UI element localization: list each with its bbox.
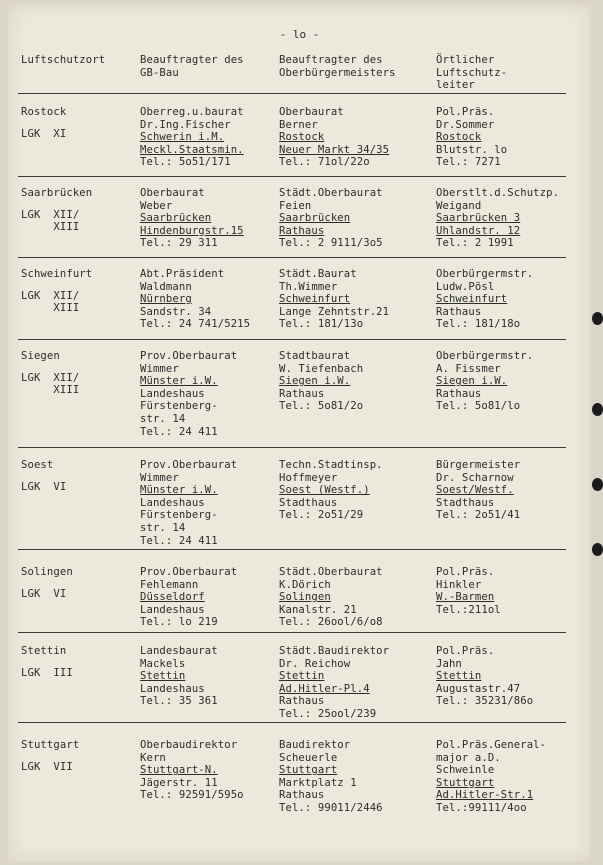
cell-line: Tel.: 2 1991 [436, 237, 514, 250]
punch-hole [592, 478, 603, 491]
cell-line: Pol.Präs. [436, 566, 495, 578]
cell-line: Rathaus [279, 789, 325, 802]
cell-line: Stadthaus [279, 496, 338, 509]
cell-line: Stuttgart-N. [140, 764, 218, 777]
row-air-raid-leader-contact [436, 106, 586, 169]
cell-line: Stettin [140, 670, 186, 683]
cell-line: major a.D. [436, 751, 501, 764]
lgk-designation [21, 761, 139, 774]
cell-line: Landesbaurat [140, 645, 218, 657]
city-name: Schweinfurt [21, 268, 93, 280]
cell-line: Fürstenberg- [140, 400, 218, 413]
row-separator [18, 549, 566, 550]
cell-line: Tel.: 25ool/239 [279, 707, 377, 720]
row-air-raid-leader-contact [436, 739, 586, 815]
cell-line: XIII [21, 302, 80, 315]
city-name: Solingen [21, 566, 73, 578]
cell-line: Weigand [436, 199, 482, 212]
cell-line: Stadthaus [436, 496, 495, 509]
cell-line: Landeshaus [140, 603, 205, 616]
lgk-designation [21, 372, 139, 397]
row-air-raid-leader-contact [436, 566, 586, 616]
cell-line: Feien [279, 199, 312, 212]
lgk-designation [21, 128, 139, 141]
cell-line: Oberbürgermstr. [436, 350, 534, 362]
cell-line: Ludw.Pösl [436, 280, 495, 293]
row-separator [18, 339, 566, 340]
page-number: - lo - [279, 28, 320, 41]
cell-line: Lange Zehntstr.21 [279, 305, 390, 318]
cell-line: W. Tiefenbach [279, 362, 364, 375]
cell-line: A. Fissmer [436, 362, 501, 375]
city-name: Stuttgart [21, 739, 80, 751]
cell-line: Jahn [436, 657, 462, 670]
cell-line: Pol.Präs.General- [436, 739, 547, 751]
cell-line: Th.Wimmer [279, 280, 338, 293]
row-separator [18, 447, 566, 448]
row-mayor-delegate-contact [279, 187, 439, 250]
cell-line: Oberbaurat [279, 106, 344, 118]
city-name: Soest [21, 459, 54, 471]
cell-line: XIII [21, 384, 80, 397]
punch-hole [592, 543, 603, 556]
row-location [21, 459, 139, 493]
row-mayor-delegate-contact [279, 739, 439, 815]
cell-line: GB-Bau [140, 66, 179, 79]
cell-line: Örtlicher [436, 54, 495, 66]
cell-line: Dr.Sommer [436, 118, 495, 131]
cell-line: Stuttgart [436, 776, 495, 789]
cell-line: Oberbürgermeisters [279, 66, 396, 79]
cell-line: Rathaus [279, 387, 325, 400]
cell-line: Wimmer [140, 362, 179, 375]
row-gb-bau-contact [140, 106, 280, 169]
row-gb-bau-contact [140, 566, 280, 629]
header-col-mayor-delegate [279, 54, 439, 79]
cell-line: Baudirektor [279, 739, 351, 751]
city-name: Stettin [21, 645, 67, 657]
cell-line: Münster i.W. [140, 375, 218, 388]
header-col-local-air-raid-leader [436, 54, 586, 92]
cell-line: Dr. Reichow [279, 657, 351, 670]
cell-line: str. 14 [140, 412, 186, 425]
row-separator [18, 176, 566, 177]
row-air-raid-leader-contact [436, 187, 586, 250]
row-gb-bau-contact [140, 268, 280, 331]
cell-line: Tel.: 26ool/6/o8 [279, 616, 383, 629]
cell-line: Oberbaurat [140, 187, 205, 199]
row-location [21, 645, 139, 679]
document-page [8, 4, 591, 862]
cell-line: Stadtbaurat [279, 350, 351, 362]
row-location [21, 739, 139, 773]
cell-line: Hindenburgstr.15 [140, 224, 244, 237]
cell-line: Beauftragter des [279, 54, 383, 66]
cell-line: Düsseldorf [140, 591, 205, 604]
cell-line: LGK XII/ [21, 208, 80, 221]
cell-line: Tel.: lo 219 [140, 616, 218, 629]
cell-line: Soest (Westf.) [279, 484, 370, 497]
cell-line: Tel.: 5o81/lo [436, 400, 521, 413]
lgk-designation [21, 588, 139, 601]
cell-line: Schweinfurt [436, 293, 508, 306]
cell-line: Uhlandstr. 12 [436, 224, 521, 237]
cell-line: Oberbürgermstr. [436, 268, 534, 280]
cell-line: Tel.: 92591/595o [140, 789, 244, 802]
cell-line: Tel.: 5o51/171 [140, 156, 231, 169]
row-mayor-delegate-contact [279, 459, 439, 522]
cell-line: Rathaus [279, 224, 325, 237]
cell-line: XIII [21, 221, 80, 234]
cell-line: Tel.: 2 9111/3o5 [279, 237, 383, 250]
cell-line: Luftschutzort [21, 54, 106, 66]
cell-line: Tel.: 7271 [436, 156, 501, 169]
cell-line: Städt.Oberbaurat [279, 187, 383, 199]
cell-line: Sandstr. 34 [140, 305, 212, 318]
city-name: Rostock [21, 106, 67, 118]
lgk-designation [21, 290, 139, 315]
cell-line: Tel.: 29 311 [140, 237, 218, 250]
cell-line: Berner [279, 118, 318, 131]
cell-line: LGK VII [21, 760, 73, 773]
row-mayor-delegate-contact [279, 645, 439, 721]
cell-line: Ad.Hitler-Pl.4 [279, 682, 370, 695]
cell-line: Tel.: 24 411 [140, 425, 218, 438]
cell-line: Stettin [279, 670, 325, 683]
row-mayor-delegate-contact [279, 566, 439, 629]
cell-line: Luftschutz- [436, 66, 508, 79]
cell-line: Blutstr. lo [436, 143, 508, 156]
lgk-designation [21, 209, 139, 234]
punch-hole [592, 403, 603, 416]
cell-line: Hoffmeyer [279, 471, 338, 484]
row-air-raid-leader-contact [436, 350, 586, 413]
row-location [21, 350, 139, 397]
punch-hole [592, 312, 603, 325]
row-air-raid-leader-contact [436, 268, 586, 331]
cell-line: Kern [140, 751, 166, 764]
header-rule [18, 93, 566, 94]
cell-line: LGK III [21, 666, 73, 679]
cell-line: Saarbrücken [279, 212, 351, 225]
row-gb-bau-contact [140, 645, 280, 708]
cell-line: W.-Barmen [436, 591, 495, 604]
cell-line: Tel.: 2o51/29 [279, 509, 364, 522]
cell-line: Siegen i.W. [279, 375, 351, 388]
cell-line: Landeshaus [140, 387, 205, 400]
row-gb-bau-contact [140, 459, 280, 547]
header-col-gb-bau [140, 54, 280, 79]
cell-line: K.Dörich [279, 578, 331, 591]
cell-line: Oberbaudirektor [140, 739, 238, 751]
row-mayor-delegate-contact [279, 350, 439, 413]
cell-line: Stuttgart [279, 764, 338, 777]
cell-line: LGK VI [21, 587, 67, 600]
cell-line: Tel.: 5o81/2o [279, 400, 364, 413]
row-gb-bau-contact [140, 350, 280, 438]
cell-line: Tel.: 35 361 [140, 695, 218, 708]
row-separator [18, 722, 566, 723]
cell-line: Ad.Hitler-Str.1 [436, 789, 534, 802]
cell-line: Landeshaus [140, 682, 205, 695]
cell-line: Waldmann [140, 280, 192, 293]
row-location [21, 566, 139, 600]
cell-line: Tel.:99111/4oo [436, 801, 527, 814]
cell-line: Münster i.W. [140, 484, 218, 497]
cell-line: Bürgermeister [436, 459, 521, 471]
cell-line: Solingen [279, 591, 331, 604]
cell-line: Augustastr.47 [436, 682, 521, 695]
row-location [21, 187, 139, 234]
cell-line: Städt.Baudirektor [279, 645, 390, 657]
cell-line: Nürnberg [140, 293, 192, 306]
cell-line: Tel.: 35231/86o [436, 695, 534, 708]
cell-line: Pol.Präs. [436, 106, 495, 118]
cell-line: LGK VI [21, 480, 67, 493]
row-mayor-delegate-contact [279, 106, 439, 169]
cell-line: Soest/Westf. [436, 484, 514, 497]
cell-line: Oberreg.u.baurat [140, 106, 244, 118]
cell-line: Städt.Baurat [279, 268, 357, 280]
cell-line: Saarbrücken 3 [436, 212, 521, 225]
cell-line: Prov.Oberbaurat [140, 566, 238, 578]
cell-line: Rostock [279, 131, 325, 144]
cell-line: Tel.: 99011/2446 [279, 801, 383, 814]
cell-line: Schweinfurt [279, 293, 351, 306]
cell-line: Fehlemann [140, 578, 199, 591]
cell-line: Tel.: 24 411 [140, 534, 218, 547]
row-air-raid-leader-contact [436, 459, 586, 522]
cell-line: Schwerin i.M. [140, 131, 225, 144]
cell-line: Techn.Stadtinsp. [279, 459, 383, 471]
cell-line: Schweinle [436, 764, 495, 777]
row-air-raid-leader-contact [436, 645, 586, 708]
cell-line: str. 14 [140, 521, 186, 534]
cell-line: Tel.: 24 741/5215 [140, 318, 251, 331]
cell-line: Mackels [140, 657, 186, 670]
cell-line: Abt.Präsident [140, 268, 225, 280]
lgk-designation [21, 667, 139, 680]
cell-line: Prov.Oberbaurat [140, 350, 238, 362]
cell-line: Prov.Oberbaurat [140, 459, 238, 471]
city-name: Siegen [21, 350, 60, 362]
header-col-location [21, 54, 139, 67]
row-separator [18, 632, 566, 633]
cell-line: Stettin [436, 670, 482, 683]
cell-line: Wimmer [140, 471, 179, 484]
cell-line: Neuer Markt 34/35 [279, 143, 390, 156]
city-name: Saarbrücken [21, 187, 93, 199]
cell-line: Landeshaus [140, 496, 205, 509]
cell-line: Rathaus [436, 305, 482, 318]
cell-line: Scheuerle [279, 751, 338, 764]
cell-line: Beauftragter des [140, 54, 244, 66]
cell-line: Tel.: 181/13o [279, 318, 364, 331]
cell-line: Rathaus [436, 387, 482, 400]
cell-line: Kanalstr. 21 [279, 603, 357, 616]
row-location [21, 106, 139, 140]
cell-line: Saarbrücken [140, 212, 212, 225]
row-mayor-delegate-contact [279, 268, 439, 331]
cell-line: Jägerstr. 11 [140, 776, 218, 789]
cell-line: Dr.Ing.Fischer [140, 118, 231, 131]
cell-line: Marktplatz 1 [279, 776, 357, 789]
cell-line: Oberstlt.d.Schutzp. [436, 187, 560, 199]
cell-line: Dr. Scharnow [436, 471, 514, 484]
cell-line: leiter [436, 79, 475, 92]
cell-line: Meckl.Staatsmin. [140, 143, 244, 156]
cell-line: LGK XII/ [21, 289, 80, 302]
row-location [21, 268, 139, 315]
cell-line: Städt.Oberbaurat [279, 566, 383, 578]
cell-line: Tel.: 181/18o [436, 318, 521, 331]
cell-line: LGK XII/ [21, 371, 80, 384]
row-separator [18, 257, 566, 258]
cell-line: LGK XI [21, 127, 67, 140]
cell-line: Tel.: 71ol/22o [279, 156, 370, 169]
row-gb-bau-contact [140, 187, 280, 250]
cell-line: Pol.Präs. [436, 645, 495, 657]
lgk-designation [21, 481, 139, 494]
cell-line: Rostock [436, 131, 482, 144]
cell-line: Hinkler [436, 578, 482, 591]
row-gb-bau-contact [140, 739, 280, 802]
cell-line: Rathaus [279, 695, 325, 708]
cell-line: Tel.:211ol [436, 603, 501, 616]
cell-line: Tel.: 2o51/41 [436, 509, 521, 522]
cell-line: Fürstenberg- [140, 509, 218, 522]
cell-line: Siegen i.W. [436, 375, 508, 388]
cell-line: Weber [140, 199, 173, 212]
